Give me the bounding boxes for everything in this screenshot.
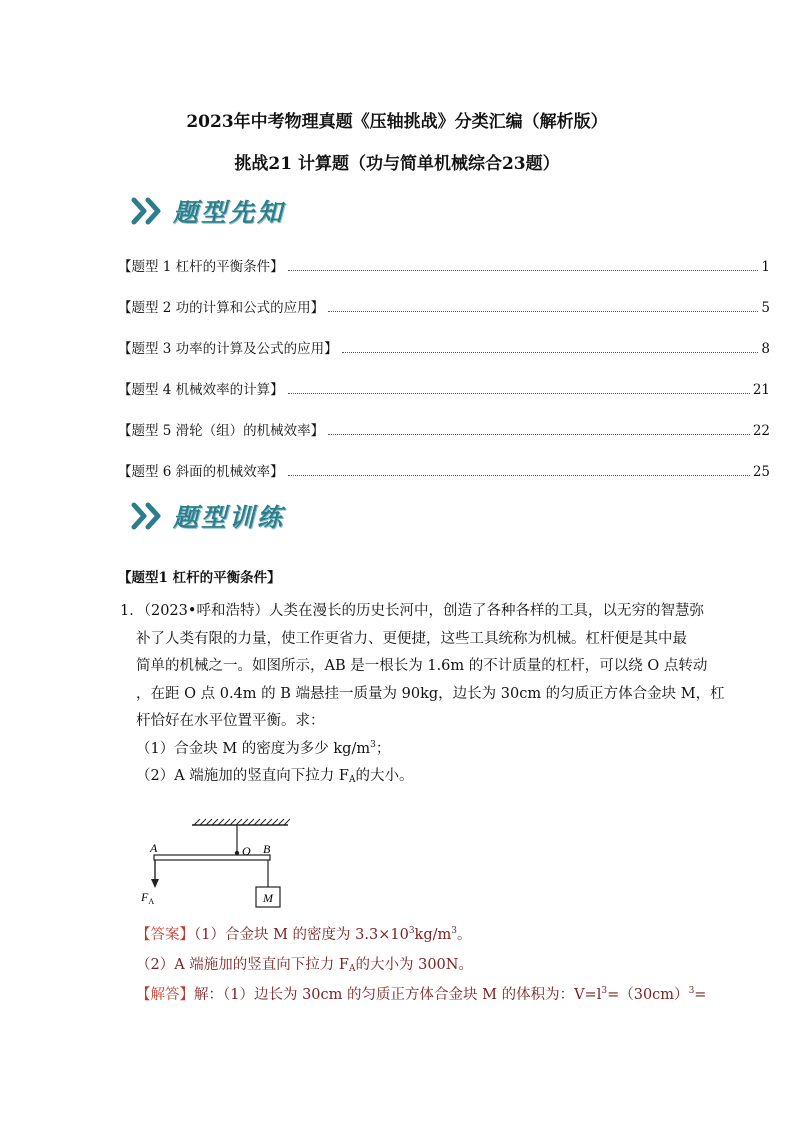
- double-chevron-icon: [131, 501, 167, 531]
- double-chevron-icon: [131, 196, 167, 226]
- question-number: 1．: [120, 603, 144, 619]
- toc-item[interactable]: [118, 460, 770, 480]
- question-source: （2023•呼和浩特）: [143, 603, 269, 619]
- section-banner-overview: [131, 193, 285, 229]
- answer-line-1: 【答案】（1）合金块 M 的密度为 $3.3\times 10^3kg/m^3$。: [136, 926, 472, 943]
- toc-item-page: 25: [752, 464, 770, 480]
- toc-leader: [342, 352, 759, 353]
- toc-leader: [328, 311, 758, 312]
- solution-line-1: 【解答】解：（1）边长为 30cm 的匀质正方体合金块 M 的体积为：$V=l^3=(30cm)^3=$: [136, 986, 707, 1003]
- question-part-1: （1）合金块 M 的密度为多少 $kg/m^3$；: [136, 739, 391, 757]
- toc-item[interactable]: [118, 337, 770, 357]
- banner-text: 题型先知: [173, 198, 286, 227]
- lever-diagram: [140, 815, 300, 915]
- question-line: 简单的机械之一。如图所示，AB 是一根长为 1.6m 的不计质量的杠杆，可以绕 O 点转动: [136, 658, 708, 674]
- toc-item-label: 【题型 4 机械效率的计算】: [118, 382, 284, 398]
- toc-item[interactable]: [118, 378, 770, 398]
- ceiling-hatch: [194, 819, 290, 825]
- toc-item-page: 22: [752, 423, 770, 439]
- force-arrowhead: [151, 879, 159, 888]
- toc-item-page: 5: [761, 300, 770, 316]
- question-line: 1．（2023•呼和浩特）人类在漫长的历史长河中，创造了各种各样的工具，以无穷的智慧弥: [120, 603, 704, 619]
- toc-item-label: 【题型 5 滑轮（组）的机械效率】: [118, 423, 325, 439]
- question-line: 杆恰好在水平位置平衡。求：: [136, 713, 325, 729]
- label-f: $F_A$: [141, 890, 155, 906]
- toc-item[interactable]: [118, 296, 770, 316]
- toc-leader: [288, 393, 750, 394]
- toc-leader: [288, 475, 750, 476]
- label-b: B: [263, 842, 271, 856]
- toc-item-label: 【题型 1 杠杆的平衡条件】: [118, 259, 284, 275]
- document-title: 2023年中考物理真题《压轴挑战》分类汇编（解析版）: [186, 112, 608, 132]
- toc-item-label: 【题型 2 功的计算和公式的应用】: [118, 300, 325, 316]
- toc-item-page: 1: [761, 259, 770, 275]
- toc-item-label: 【题型 3 功率的计算及公式的应用】: [118, 341, 338, 357]
- lever-bar: [154, 855, 270, 860]
- toc-item-label: 【题型 6 斜面的机械效率】: [118, 464, 284, 480]
- section-heading: 【题型1 杠杆的平衡条件】: [118, 570, 281, 586]
- question-line: 补了人类有限的力量，使工作更省力、更便捷，这些工具统称为机械。杠杆便是其中最: [136, 630, 687, 647]
- question-part-2: （2）A 端施加的竖直向下拉力 $F_A$的大小。: [136, 768, 414, 785]
- toc-item-page: 21: [752, 382, 770, 398]
- answer-tag: 【答案】: [136, 927, 194, 943]
- toc-leader: [288, 270, 759, 271]
- solution-tag: 【解答】: [136, 987, 194, 1003]
- label-a: A: [150, 841, 158, 855]
- label-m: M: [263, 891, 273, 905]
- answer-line-2: （2）A 端施加的竖直向下拉力 $F_A$的大小为 300N。: [136, 957, 473, 974]
- toc-leader: [328, 434, 750, 435]
- answer-block: [136, 920, 707, 1010]
- question-block: [120, 598, 725, 791]
- label-o: O: [242, 844, 251, 858]
- toc-item[interactable]: [118, 419, 770, 439]
- question-line: ，在距 O 点 0.4m 的 B 端悬挂一质量为 90kg，边长为 30cm 的匀质正方体合金块 M，杠: [136, 685, 725, 702]
- toc-item-page: 8: [761, 341, 770, 357]
- section-banner-training: [131, 498, 285, 534]
- document-subtitle: 挑战21 计算题（功与简单机械综合23题）: [234, 154, 560, 174]
- toc-item[interactable]: [118, 255, 770, 275]
- banner-text: 题型训练: [173, 503, 286, 532]
